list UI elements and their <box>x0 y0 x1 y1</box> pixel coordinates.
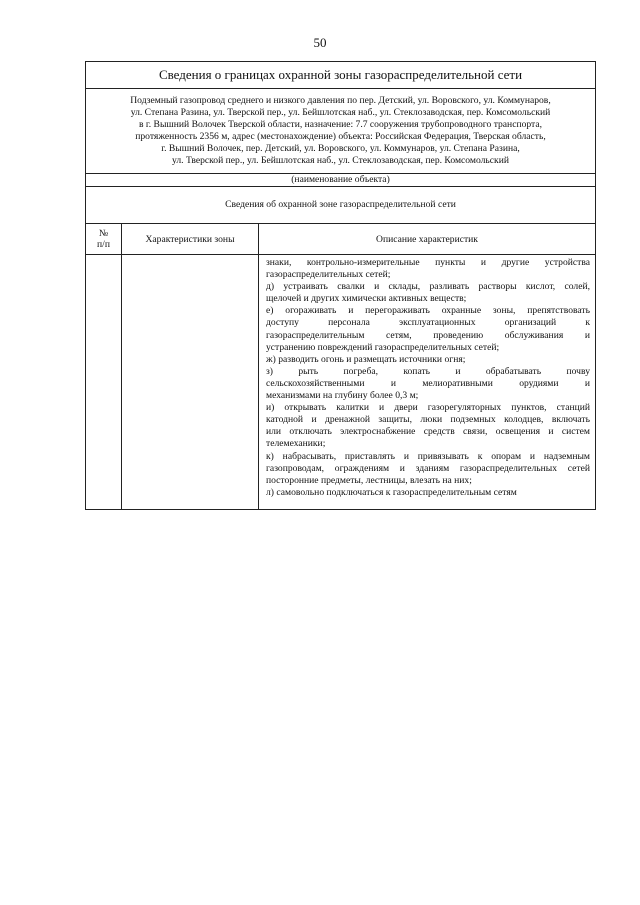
page-number: 50 <box>313 35 327 50</box>
description-line: ж) разводить огонь и размещать источники огня; <box>266 353 466 365</box>
row-zone-cell <box>122 255 259 510</box>
description-line: л) самовольно подключаться к газораспределительным сетям <box>266 486 517 498</box>
header-number-sign: № <box>98 228 109 239</box>
object-name <box>86 89 596 174</box>
description-line: и) открывать калитки и двери газорегуляторных пунктов, станций <box>266 402 590 414</box>
description-lines <box>266 257 590 499</box>
row-description-cell <box>259 255 596 510</box>
object-name-line: в г. Вышний Волочек Тверской области, назначение: 7.7 сооружения трубопроводного транспорта, <box>138 119 543 130</box>
object-name-line: ул. Степана Разина, ул. Тверской пер., ул. Бейшлотская наб., ул. Стеклозаводская, пер. Комсомольский <box>130 107 551 118</box>
description-line: е) огораживать и перегораживать охранные зоны, препятствовать <box>266 305 590 317</box>
object-name-line: г. Вышний Волочек, пер. Детский, ул. Воровского, ул. Коммунаров, ул. Степана Разина, <box>161 143 520 154</box>
header-number <box>86 224 122 255</box>
object-caption: (наименование объекта) <box>86 174 596 187</box>
description-line: з) рыть погреба, копать и обрабатывать почву <box>266 365 590 377</box>
description-line: телемеханики; <box>266 438 326 450</box>
description-line: газораспределительным сетям, проведению обслуживания и <box>266 329 590 341</box>
description-line: сельскохозяйственными и мелиоративными орудиями и <box>266 377 590 389</box>
table-title: Сведения о границах охранной зоны газораспределительной сети <box>86 62 596 89</box>
description-line: механизмами на глубину более 0,3 м; <box>266 390 419 402</box>
description-line: катодной и дренажной защиты, люки подземных колодцев, включать <box>266 414 590 426</box>
description-line: устранению повреждений газораспределительных сетей; <box>266 341 500 353</box>
object-name-lines <box>92 95 589 167</box>
zone-table <box>85 61 596 510</box>
description-line: к) набрасывать, приставлять и привязывать к опорам и надземным <box>266 450 590 462</box>
section-title: Сведения об охранной зоне газораспределительной сети <box>86 187 596 224</box>
description-line: газораспределительных сетей; <box>266 269 391 281</box>
description-line: или отключать электроснабжение средств связи, освещения и систем <box>266 426 590 438</box>
object-name-line: Подземный газопровод среднего и низкого давления по пер. Детский, ул. Воровского, ул. Коммунаров, <box>130 95 551 106</box>
description-line: щелочей и других химически активных веществ; <box>266 293 467 305</box>
description-line: доступу персонала эксплуатационных организаций к <box>266 317 590 329</box>
object-name-line: ул. Тверской пер., ул. Бейшлотская наб., ул. Стеклозаводская, пер. Комсомольский <box>172 155 509 166</box>
description-line: д) устраивать свалки и склады, разливать растворы кислот, солей, <box>266 281 590 293</box>
object-name-line: протяженность 2356 м, адрес (местонахождение) объекта: Российская Федерация, Тверская область, <box>135 131 546 142</box>
header-zone: Характеристики зоны <box>122 224 259 255</box>
header-description: Описание характеристик <box>259 224 596 255</box>
row-number-cell <box>86 255 122 510</box>
description-line: газопроводам, ограждениям и зданиям газораспределительных сетей <box>266 462 590 474</box>
header-number-abbr: п/п <box>97 239 110 250</box>
description-line: посторонние предметы, лестницы, влезать на них; <box>266 474 472 486</box>
description-line: знаки, контрольно-измерительные пункты и другие устройства <box>266 257 590 268</box>
